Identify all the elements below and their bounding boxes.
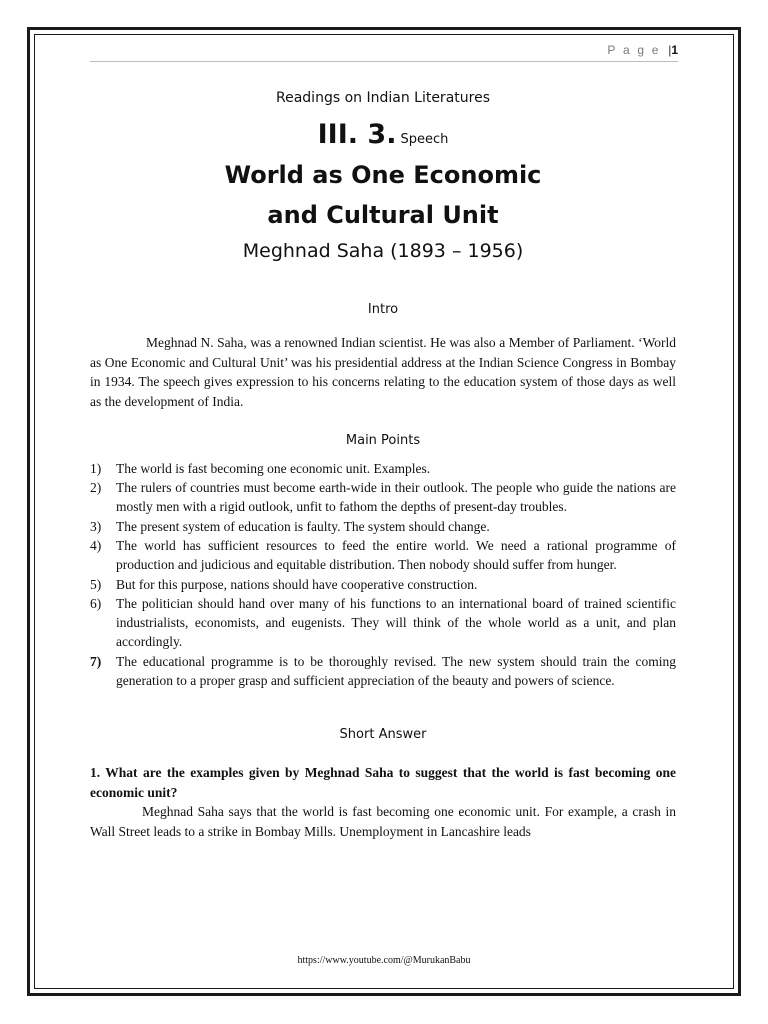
page-number: 1 (671, 43, 678, 57)
answer-1: Meghnad Saha says that the world is fast becoming one economic unit. For example, a crash in Wall Street leads to a strike in Bombay Mills. Unemployment in Lancashire leads (90, 804, 676, 840)
list-item-index: 1) (90, 460, 102, 476)
list-item-text: The rulers of countries must become earth-wide in their outlook. The people who guide the nations are mostly men with a rigid outlook, unfit to fathom the depths of present-day troubles. (116, 480, 676, 515)
page-header (90, 43, 678, 61)
list-item-index: 4) (90, 538, 102, 553)
list-item-text: The world has sufficient resources to feed the entire world. We need a rational programme of production and judicious and equitable distribution. Then nobody should suffer from hunger. (116, 538, 676, 573)
footer-url: https://www.youtube.com/@MurukanBabu (297, 955, 471, 966)
list-item-index: 6) (90, 595, 102, 611)
list-item-index: 5) (90, 576, 102, 592)
list-item-index: 2) (90, 480, 102, 496)
list-item (90, 517, 676, 536)
author-line: Meghnad Saha (1893 – 1956) (242, 240, 524, 262)
intro-heading: Intro (367, 302, 399, 317)
page-separator: | (668, 43, 672, 57)
chapter-kind: Speech (400, 132, 449, 147)
list-item (90, 478, 676, 517)
main-points-list (90, 459, 676, 691)
title-line-1: World as One Economic (224, 161, 542, 189)
title-line-2: and Cultural Unit (267, 201, 499, 229)
page-label: P a g e (607, 43, 661, 57)
list-item (90, 594, 676, 652)
question-1: 1. What are the examples given by Meghnad Saha to suggest that the world is fast becoming one economic unit? (90, 765, 676, 800)
chapter-number: III. 3. (317, 119, 397, 150)
chapter-number-line (90, 115, 676, 155)
list-item-index: 3) (90, 518, 102, 534)
list-item-index: 7) (90, 653, 102, 669)
title-block (90, 89, 676, 264)
list-item-text: The present system of education is faulty. The system should change. (116, 518, 490, 534)
list-item-text: But for this purpose, nations should have cooperative construction. (116, 576, 478, 592)
document-body (90, 89, 676, 842)
list-item (90, 575, 676, 594)
list-item-text: The world is fast becoming one economic unit. Examples. (116, 460, 431, 476)
list-item (90, 459, 676, 478)
list-item (90, 536, 676, 575)
list-item-text: The politician should hand over many of his functions to an international board of trained scientific industrialists, economists, and eugenists. They will think of the whole world as a unit, and plan accordingly. (116, 595, 676, 650)
list-item-text: The educational programme is to be thoroughly revised. The new system should train the coming generation to a proper grasp and sufficient appreciation of the beauty and powers of science. (116, 653, 676, 689)
list-item (90, 652, 676, 691)
short-answer-heading: Short Answer (339, 727, 427, 743)
main-points-heading: Main Points (345, 432, 421, 448)
intro-paragraph: Meghnad N. Saha, was a renowned Indian scientist. He was also a Member of Parliament. ‘World as One Economic and Cultural Unit’ was his presidential address at the Indian Science Congress in Bombay in 1934. The speech gives expression to his concerns relating to the education system of those days as well as the development of India. (90, 335, 676, 410)
header-rule (90, 61, 678, 62)
series-title: Readings on Indian Literatures (276, 90, 490, 106)
